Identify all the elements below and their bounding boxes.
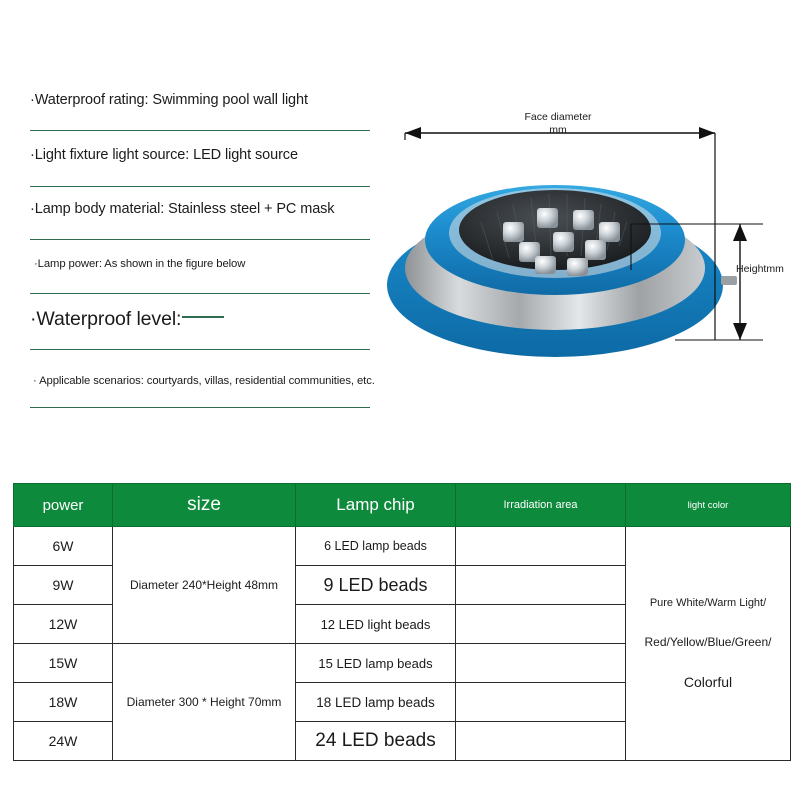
column-header-light-color: light color [626,484,791,527]
cell-irradiation-area [456,605,626,644]
cell-power: 9W [14,566,113,605]
spec-item-label: · Applicable scenarios: courtyards, villas, residential communities, etc. [33,375,375,387]
cell-lamp-chip: 18 LED lamp beads [296,683,456,722]
spec-divider [30,293,370,294]
column-header-size: size [113,484,296,527]
column-header-irradiation-area: Irradiation area [456,484,626,527]
spec-item-light-source [30,135,370,189]
face-diameter-dimension-label [503,111,613,137]
light-color-line: Pure White/Warm Light/ [649,597,767,609]
spec-item-label: ·Lamp power: As shown in the figure below [34,258,246,270]
cell-irradiation-area [456,722,626,761]
spec-item-lamp-power [30,242,370,296]
spec-item-label: ·Waterproof level: [30,308,182,330]
spec-item-waterproof-rating [30,88,370,135]
table-row [14,527,791,566]
cell-lamp-chip: 24 LED beads [296,722,456,761]
spec-item-label-wrapper [30,296,370,331]
spec-item-waterproof-level [30,296,370,354]
spec-item-applicable-scenarios [30,354,375,406]
height-dimension-label: Heightmm [736,263,784,275]
face-diameter-text: Face diameter [524,111,592,123]
blank-value-dash [182,316,224,318]
spec-divider [30,349,370,350]
cell-irradiation-area [456,644,626,683]
cell-size: Diameter 240*Height 48mm [113,527,296,644]
face-diameter-unit: mm [549,124,567,136]
cell-irradiation-area [456,683,626,722]
cell-power: 18W [14,683,113,722]
column-header-power: power [14,484,113,527]
spec-divider [30,407,370,408]
spec-item-label: ·Lamp body material: Stainless steel + PC mask [30,201,335,217]
spec-item-label: ·Light fixture light source: LED light source [30,147,298,163]
pool-light-illustration [385,100,785,400]
spec-divider [30,186,370,187]
light-color-line: Red/Yellow/Blue/Green/ [644,635,772,649]
cell-power: 6W [14,527,113,566]
spec-item-label: ·Waterproof rating: Swimming pool wall light [30,92,308,108]
spec-item-body-material [30,189,370,242]
cell-lamp-chip: 6 LED lamp beads [296,527,456,566]
cell-size: Diameter 300 * Height 70mm [113,644,296,761]
cell-irradiation-area [456,566,626,605]
cell-power: 24W [14,722,113,761]
spec-divider [30,130,370,131]
light-color-line: Colorful [683,674,733,690]
spec-divider [30,239,370,240]
table-header-row [14,484,791,527]
product-figure [385,100,785,400]
product-spec-table [13,483,791,761]
cell-power: 12W [14,605,113,644]
column-header-lamp-chip: Lamp chip [296,484,456,527]
cell-lamp-chip: 15 LED lamp beads [296,644,456,683]
cell-irradiation-area [456,527,626,566]
cell-lamp-chip: 9 LED beads [296,566,456,605]
cell-light-color [626,527,791,761]
specification-list [30,88,375,406]
cell-lamp-chip: 12 LED light beads [296,605,456,644]
cell-power: 15W [14,644,113,683]
